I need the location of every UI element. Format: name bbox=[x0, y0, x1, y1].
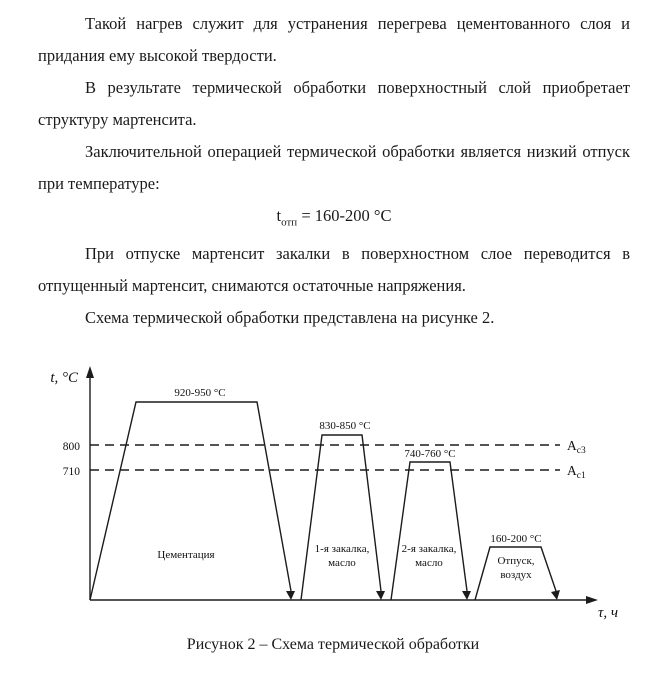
ac3-label-base: A bbox=[567, 438, 577, 454]
formula-value: = 160-200 °С bbox=[297, 206, 392, 225]
temperature-axis-arrow-icon bbox=[86, 366, 94, 378]
figure-caption: Рисунок 2 – Схема термической обработки bbox=[186, 636, 480, 654]
figure-2 bbox=[0, 362, 666, 654]
ac3-label-sub: c3 bbox=[576, 446, 586, 457]
first-quench-curve bbox=[301, 435, 381, 600]
tick-710: 710 bbox=[62, 466, 80, 479]
tick-800: 800 bbox=[62, 441, 80, 454]
time-axis-arrow-icon bbox=[586, 596, 598, 604]
heat-treatment-diagram bbox=[0, 362, 666, 624]
stage-3-name-label-line1: 2-я закалка, bbox=[401, 543, 457, 556]
formula-variable: t bbox=[276, 206, 282, 225]
cooling-arrow-2-icon bbox=[376, 591, 385, 600]
paragraph-tempering-effect: При отпуске мартенсит закалки в поверхностном слое переводится в отпущенный мартенсит, снимаются остаточные напряжения. bbox=[38, 244, 630, 296]
stage-4-temp-label: 160-200 °С bbox=[490, 533, 542, 546]
cementation-curve bbox=[90, 402, 291, 600]
formula-subscript: отп bbox=[281, 216, 298, 229]
formula-tempering-temperature bbox=[38, 200, 630, 238]
stage-1-temp-label: 920-950 °С bbox=[174, 387, 226, 400]
ac1-label-sub: c1 bbox=[576, 471, 586, 482]
stage-3-name-label-line2: масло bbox=[415, 557, 443, 570]
stage-4-name-label-line1: Отпуск, bbox=[497, 555, 535, 568]
stage-4-name-label-line2: воздух bbox=[500, 569, 532, 582]
time-axis-label: τ, ч bbox=[598, 605, 619, 622]
stage-1-name-label: Цементация bbox=[157, 549, 215, 562]
stage-2-temp-label: 830-850 °С bbox=[319, 420, 371, 433]
text-block bbox=[0, 0, 666, 334]
ac1-label bbox=[567, 463, 586, 481]
paragraph-figure-reference: Схема термической обработки представлена на рисунке 2. bbox=[85, 308, 495, 328]
cooling-arrow-3-icon bbox=[462, 591, 471, 600]
temperature-axis-label: t, °С bbox=[50, 370, 78, 387]
paragraph-martensite-structure: В результате термической обработки поверхностный слой приобретает структуру мартенсита. bbox=[38, 78, 630, 129]
stage-3-temp-label: 740-760 °С bbox=[404, 448, 456, 461]
paragraph-final-operation: Заключительной операцией термической обработки является низкий отпуск при температуре: bbox=[38, 142, 630, 193]
paragraph-heating-purpose: Такой нагрев служит для устранения перегрева цементованного слоя и придания ему высокой твердости. bbox=[38, 14, 630, 65]
cooling-arrow-1-icon bbox=[286, 591, 295, 600]
stage-2-name-label-line2: масло bbox=[328, 557, 356, 570]
second-quench-curve bbox=[391, 462, 467, 600]
stage-2-name-label-line1: 1-я закалка, bbox=[314, 543, 370, 556]
ac1-label-base: A bbox=[567, 463, 577, 479]
cooling-arrow-4-icon bbox=[551, 590, 560, 600]
ac3-label bbox=[567, 438, 586, 456]
